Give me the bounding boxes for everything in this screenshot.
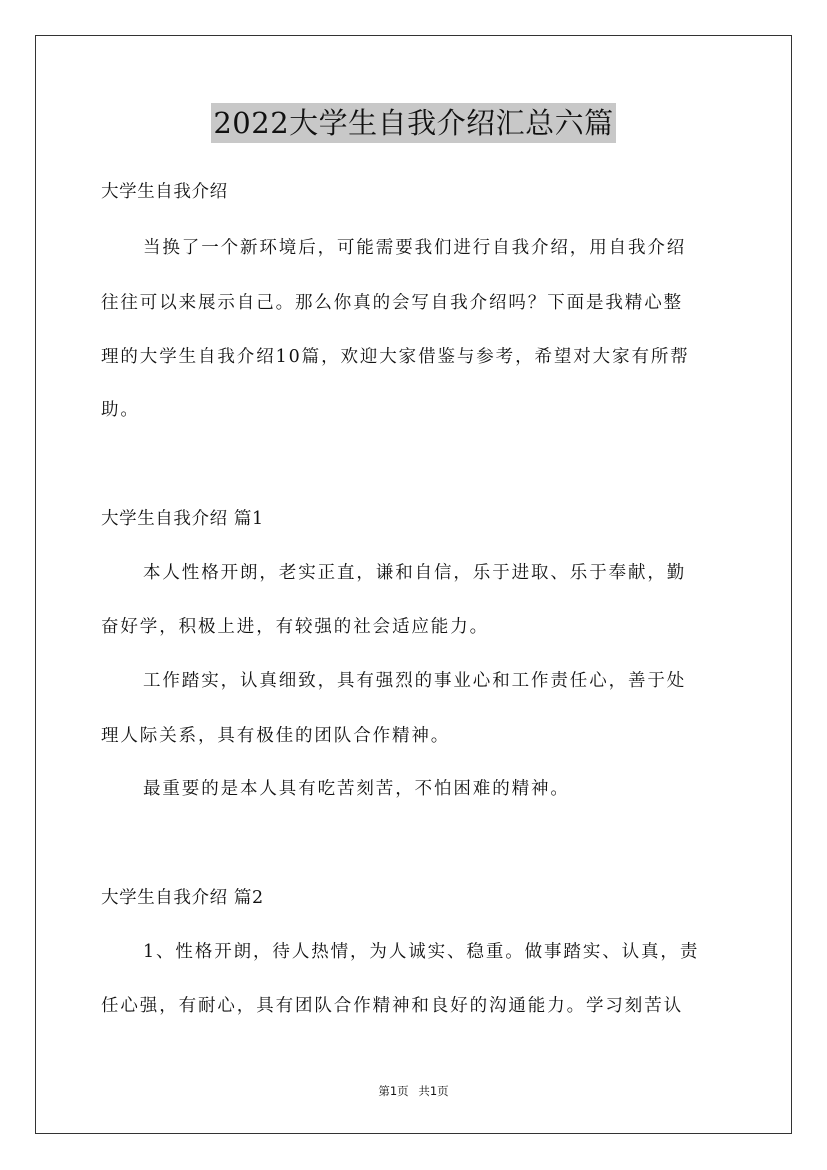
page-number: 第1页 — [378, 1084, 409, 1098]
paragraph-line: 任心强，有耐心，具有团队合作精神和良好的沟通能力。学习刻苦认 — [101, 996, 683, 1016]
section-heading: 大学生自我介绍 篇1 — [101, 509, 264, 529]
section-heading: 大学生自我介绍 — [101, 182, 228, 202]
paragraph-line: 理的大学生自我介绍10篇，欢迎大家借鉴与参考，希望对大家有所帮 — [101, 347, 690, 367]
section-heading: 大学生自我介绍 篇2 — [101, 888, 264, 908]
paragraph-line: 工作踏实，认真细致，具有强烈的事业心和工作责任心，善于处 — [143, 671, 687, 691]
paragraph-line: 助。 — [101, 400, 140, 420]
paragraph-line: 往往可以来展示自己。那么你真的会写自我介绍吗？下面是我精心整 — [101, 293, 683, 313]
paragraph-line: 最重要的是本人具有吃苦刻苦，不怕困难的精神。 — [143, 779, 570, 799]
paragraph-line: 本人性格开朗，老实正直，谦和自信，乐于进取、乐于奉献，勤 — [143, 563, 687, 583]
paragraph-line: 当换了一个新环境后，可能需要我们进行自我介绍，用自我介绍 — [143, 238, 687, 258]
page-footer — [0, 1083, 827, 1099]
paragraph-line: 1、性格开朗，待人热情，为人诚实、稳重。做事踏实、认真，责 — [143, 942, 700, 962]
title-container — [0, 103, 827, 143]
paragraph-line: 奋好学，积极上进，有较强的社会适应能力。 — [101, 617, 489, 637]
paragraph-line: 理人际关系，具有极佳的团队合作精神。 — [101, 726, 451, 746]
page-total: 共1页 — [418, 1084, 449, 1098]
document-title: 2022大学生自我介绍汇总六篇 — [211, 103, 615, 143]
